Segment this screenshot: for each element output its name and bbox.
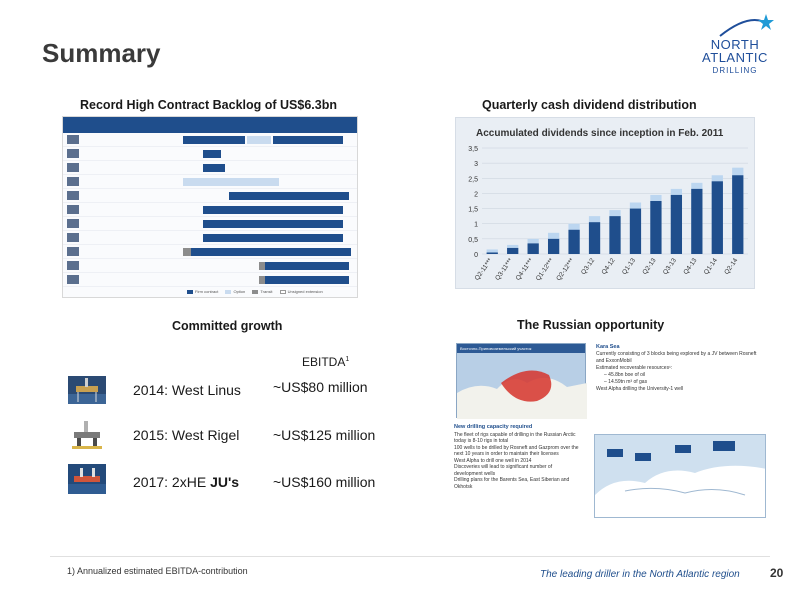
- bar-primary: [712, 181, 723, 254]
- x-tick-label: Q4-11***: [514, 257, 535, 282]
- y-tick-label: 2,5: [468, 176, 478, 184]
- growth-row-2017-value: ~US$160 million: [273, 474, 376, 490]
- dividend-title: Quarterly cash dividend distribution: [482, 98, 697, 112]
- backlog-legend: Firm contract Option Transit Unsigned extension: [181, 289, 323, 294]
- rig-thumbnail-west-rigel: [68, 418, 106, 450]
- y-tick-label: 3,5: [468, 146, 478, 153]
- x-tick-label: Q2-14: [723, 257, 740, 276]
- bar-primary: [630, 209, 641, 254]
- bar-primary: [568, 230, 579, 254]
- bar-primary: [548, 239, 559, 254]
- kara-sea-map: Восточно-Приновоземельский участок: [456, 343, 586, 418]
- y-tick-label: 1: [474, 221, 478, 229]
- backlog-table-header: [63, 117, 357, 133]
- x-tick-label: Q3-12: [580, 257, 597, 276]
- x-tick-label: Q2-12***: [555, 257, 576, 283]
- russia-arctic-map: [594, 434, 766, 518]
- bar-primary: [589, 222, 600, 254]
- footnote: 1) Annualized estimated EBITDA-contribution: [67, 566, 248, 576]
- bar-primary: [671, 195, 682, 254]
- new-drilling-capacity: New drilling capacity required The fleet of rigs capable of drilling in the Russian Arctic today is 8-10 rigs in total 100 wells to be drilled by Rosneft and Gazprom over the next 10 years in order to maintain their licenses West Alpha to drill one well in 2014 Discoveries will lead to significant number of development wells Drilling plans for the Barents Sea, East Siberian and Okhotsk: [454, 424, 579, 490]
- y-tick-label: 0,5: [468, 236, 478, 244]
- growth-row-2014-label: 2014: West Linus: [133, 382, 241, 398]
- y-tick-label: 2: [474, 191, 478, 199]
- growth-title: Committed growth: [172, 319, 283, 333]
- bar-primary: [487, 252, 498, 254]
- page-title: Summary: [42, 38, 161, 68]
- x-tick-label: Q2-11***: [473, 257, 494, 282]
- page-number: 20: [770, 566, 784, 580]
- rig-thumbnail-he-jackups: [68, 464, 106, 494]
- bar-primary: [528, 243, 539, 254]
- dividend-chart-panel: [455, 117, 755, 289]
- bar-primary: [691, 189, 702, 254]
- y-tick-label: 3: [474, 161, 478, 169]
- x-tick-label: Q1-13: [620, 257, 638, 276]
- x-tick-label: Q4-13: [682, 257, 699, 276]
- chart-title: Accumulated dividends since inception in Feb. 2011: [476, 128, 724, 139]
- footer-tagline: The leading driller in the North Atlantic region: [540, 569, 740, 580]
- ebitda-header: EBITDA$^1$: [302, 355, 350, 369]
- y-tick-label: 1,5: [468, 206, 478, 214]
- russia-title: The Russian opportunity: [517, 318, 665, 332]
- rig-thumbnail-west-linus: [68, 376, 106, 404]
- dividend-chart: [456, 118, 754, 288]
- russia-panel: [452, 338, 770, 518]
- growth-row-2015-label: 2015: West Rigel: [133, 427, 240, 443]
- bar-primary: [732, 175, 743, 254]
- bar-primary: [507, 248, 518, 254]
- bar-primary: [609, 216, 620, 254]
- bar-primary: [650, 201, 661, 254]
- footer-divider: [50, 556, 770, 557]
- x-tick-label: Q3-13: [661, 257, 679, 276]
- backlog-table-image: [62, 116, 358, 298]
- x-tick-label: Q1-14: [702, 257, 719, 276]
- kara-sea-info: Kara Sea Currently consisting of 3 blocks being explored by a JV between Rosneft and ExxonMobil Estimated recoverable resources¹: – 45.8bn boe of oil – 14.59tn m³ of gas West Alpha drilling the University-1 well: [596, 344, 757, 392]
- x-tick-label: Q1-12***: [534, 257, 556, 283]
- x-tick-label: Q4-12: [600, 257, 617, 276]
- x-tick-label: Q2-13: [641, 257, 658, 276]
- growth-row-2015-value: ~US$125 million: [273, 427, 376, 443]
- growth-row-2014-value: ~US$80 million: [273, 379, 368, 395]
- backlog-title: Record High Contract Backlog of US$6.3bn: [80, 98, 337, 112]
- x-tick-label: Q3-11***: [494, 257, 515, 282]
- y-tick-label: 0: [474, 252, 478, 259]
- logo-wordmark: NORTH ATLANTIC DRILLING: [702, 37, 768, 75]
- growth-row-2017-label: 2017: 2xHE JU's: [133, 474, 240, 490]
